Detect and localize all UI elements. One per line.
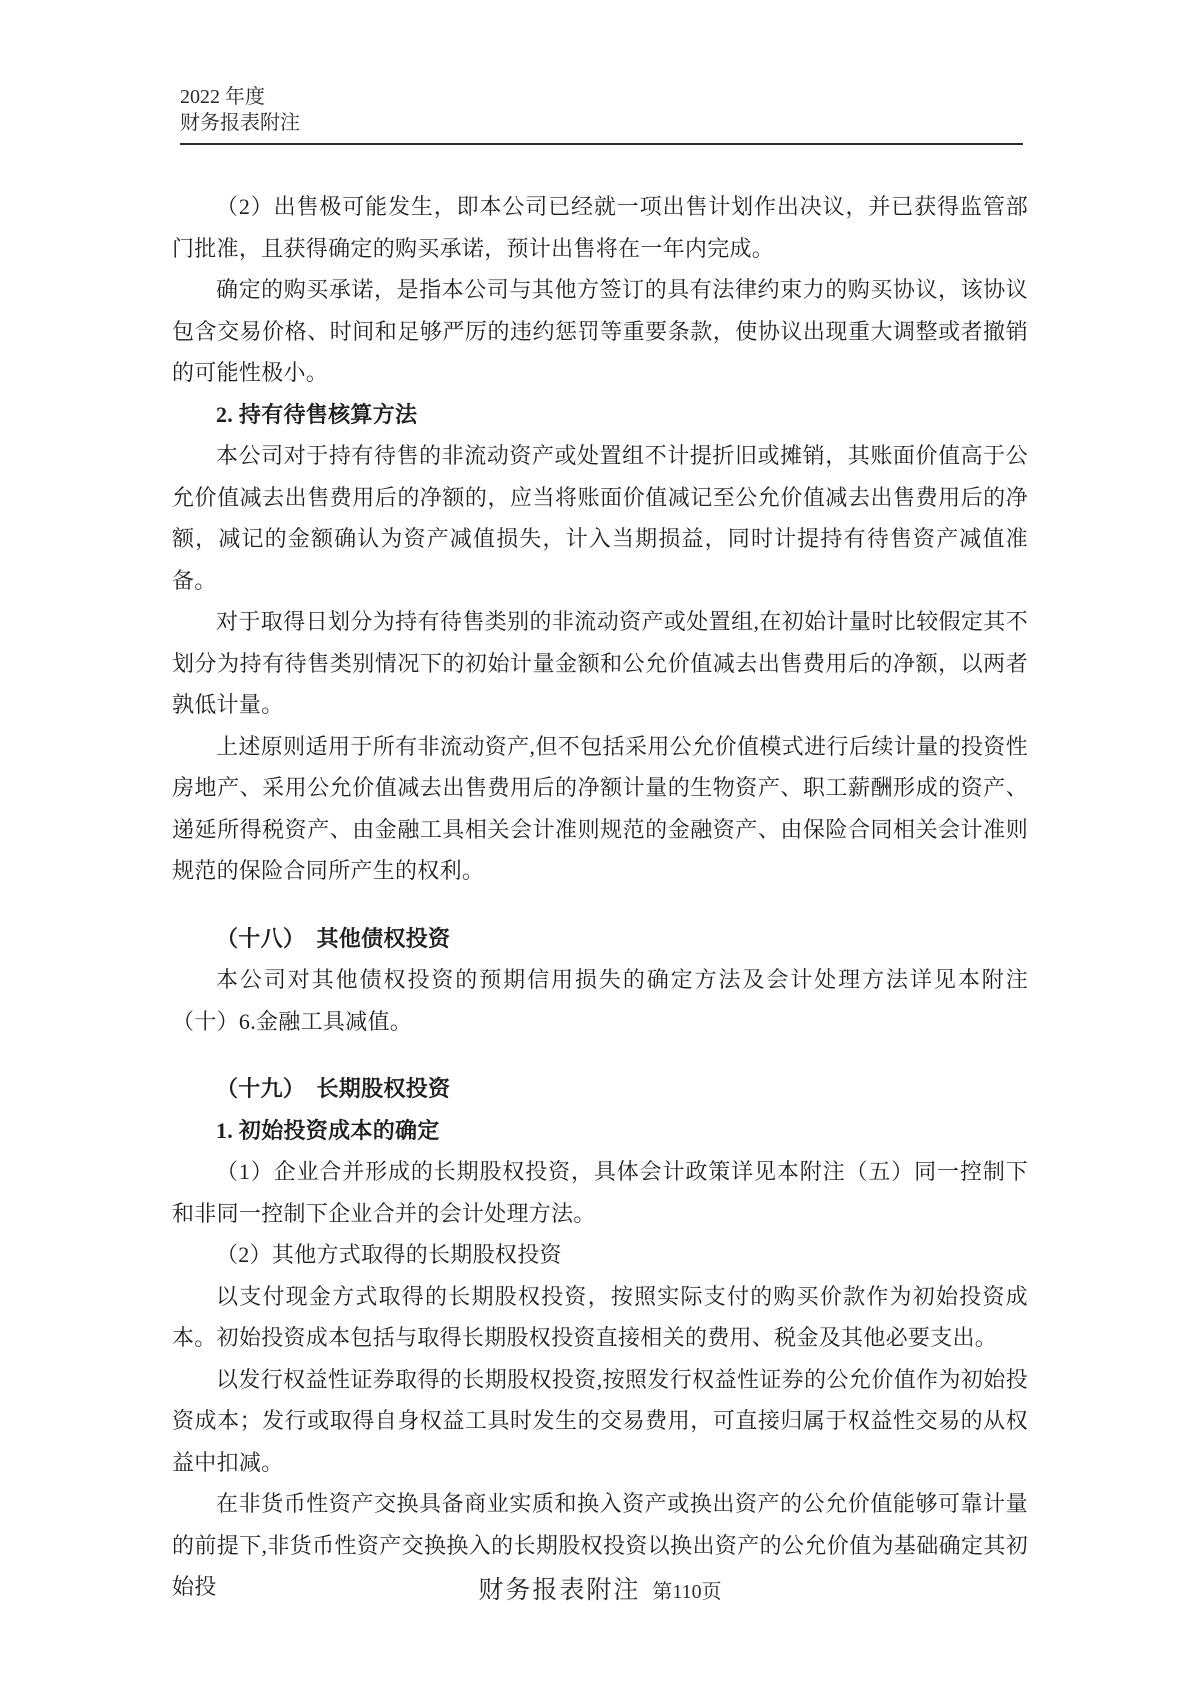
- paragraph: 以支付现金方式取得的长期股权投资，按照实际支付的购买价款作为初始投资成本。初始投资成本包括与取得长期股权投资直接相关的费用、税金及其他必要支出。: [172, 1283, 1028, 1350]
- subsection-heading: 2. 持有待售核算方法: [216, 401, 418, 427]
- page-footer: [0, 1570, 1200, 1606]
- header-year: 2022 年度: [180, 86, 265, 108]
- paragraph: （2）其他方式取得的长期股权投资: [216, 1242, 562, 1267]
- footer-title: 财务报表附注: [478, 1577, 641, 1604]
- page-header: [180, 84, 1023, 145]
- footer-page-number: 第110页: [652, 1581, 722, 1603]
- subsection-heading: 1. 初始投资成本的确定: [216, 1117, 440, 1143]
- document-body: [172, 186, 1028, 1608]
- paragraph: 确定的购买承诺，是指本公司与其他方签订的具有法律约束力的购买协议，该协议包含交易价格、时间和足够严厉的违约惩罚等重要条款，使协议出现重大调整或者撤销的可能性极小。: [172, 277, 1028, 385]
- paragraph: （2）出售极可能发生，即本公司已经就一项出售计划作出决议，并已获得监管部门批准，且获得确定的购买承诺，预计出售将在一年内完成。: [172, 194, 1028, 261]
- paragraph: 上述原则适用于所有非流动资产,但不包括采用公允价值模式进行后续计量的投资性房地产、采用公允价值减去出售费用后的净额计量的生物资产、职工薪酬形成的资产、递延所得税资产、由金融工具相关会计准则规范的金融资产、由保险合同相关会计准则规范的保险合同所产生的权利。: [172, 733, 1028, 883]
- header-doc-title: 财务报表附注: [180, 112, 300, 134]
- section-heading: （十九） 长期股权投资: [216, 1076, 451, 1101]
- paragraph: 本公司对其他债权投资的预期信用损失的确定方法及会计处理方法详见本附注（十）6.金融工具减值。: [172, 967, 1028, 1034]
- paragraph: 本公司对于持有待售的非流动资产或处置组不计提折旧或摊销，其账面价值高于公允价值减去出售费用后的净额的，应当将账面价值减记至公允价值减去出售费用后的净额，减记的金额确认为资产减值损失，计入当期损益，同时计提持有待售资产减值准备。: [172, 443, 1028, 593]
- paragraph: （1）企业合并形成的长期股权投资，具体会计政策详见本附注（五）同一控制下和非同一控制下企业合并的会计处理方法。: [172, 1159, 1028, 1226]
- paragraph: 在非货币性资产交换具备商业实质和换入资产或换出资产的公允价值能够可靠计量的前提下,非货币性资产交换换入的长期股权投资以换出资产的公允价值为基础确定其初始投: [172, 1491, 1028, 1599]
- paragraph: 以发行权益性证券取得的长期股权投资,按照发行权益性证券的公允价值作为初始投资成本；发行或取得自身权益工具时发生的交易费用，可直接归属于权益性交易的从权益中扣减。: [172, 1366, 1028, 1475]
- paragraph: 对于取得日划分为持有待售类别的非流动资产或处置组,在初始计量时比较假定其不划分为持有待售类别情况下的初始计量金额和公允价值减去出售费用后的净额，以两者孰低计量。: [172, 609, 1028, 717]
- section-heading: （十八） 其他债权投资: [216, 925, 451, 951]
